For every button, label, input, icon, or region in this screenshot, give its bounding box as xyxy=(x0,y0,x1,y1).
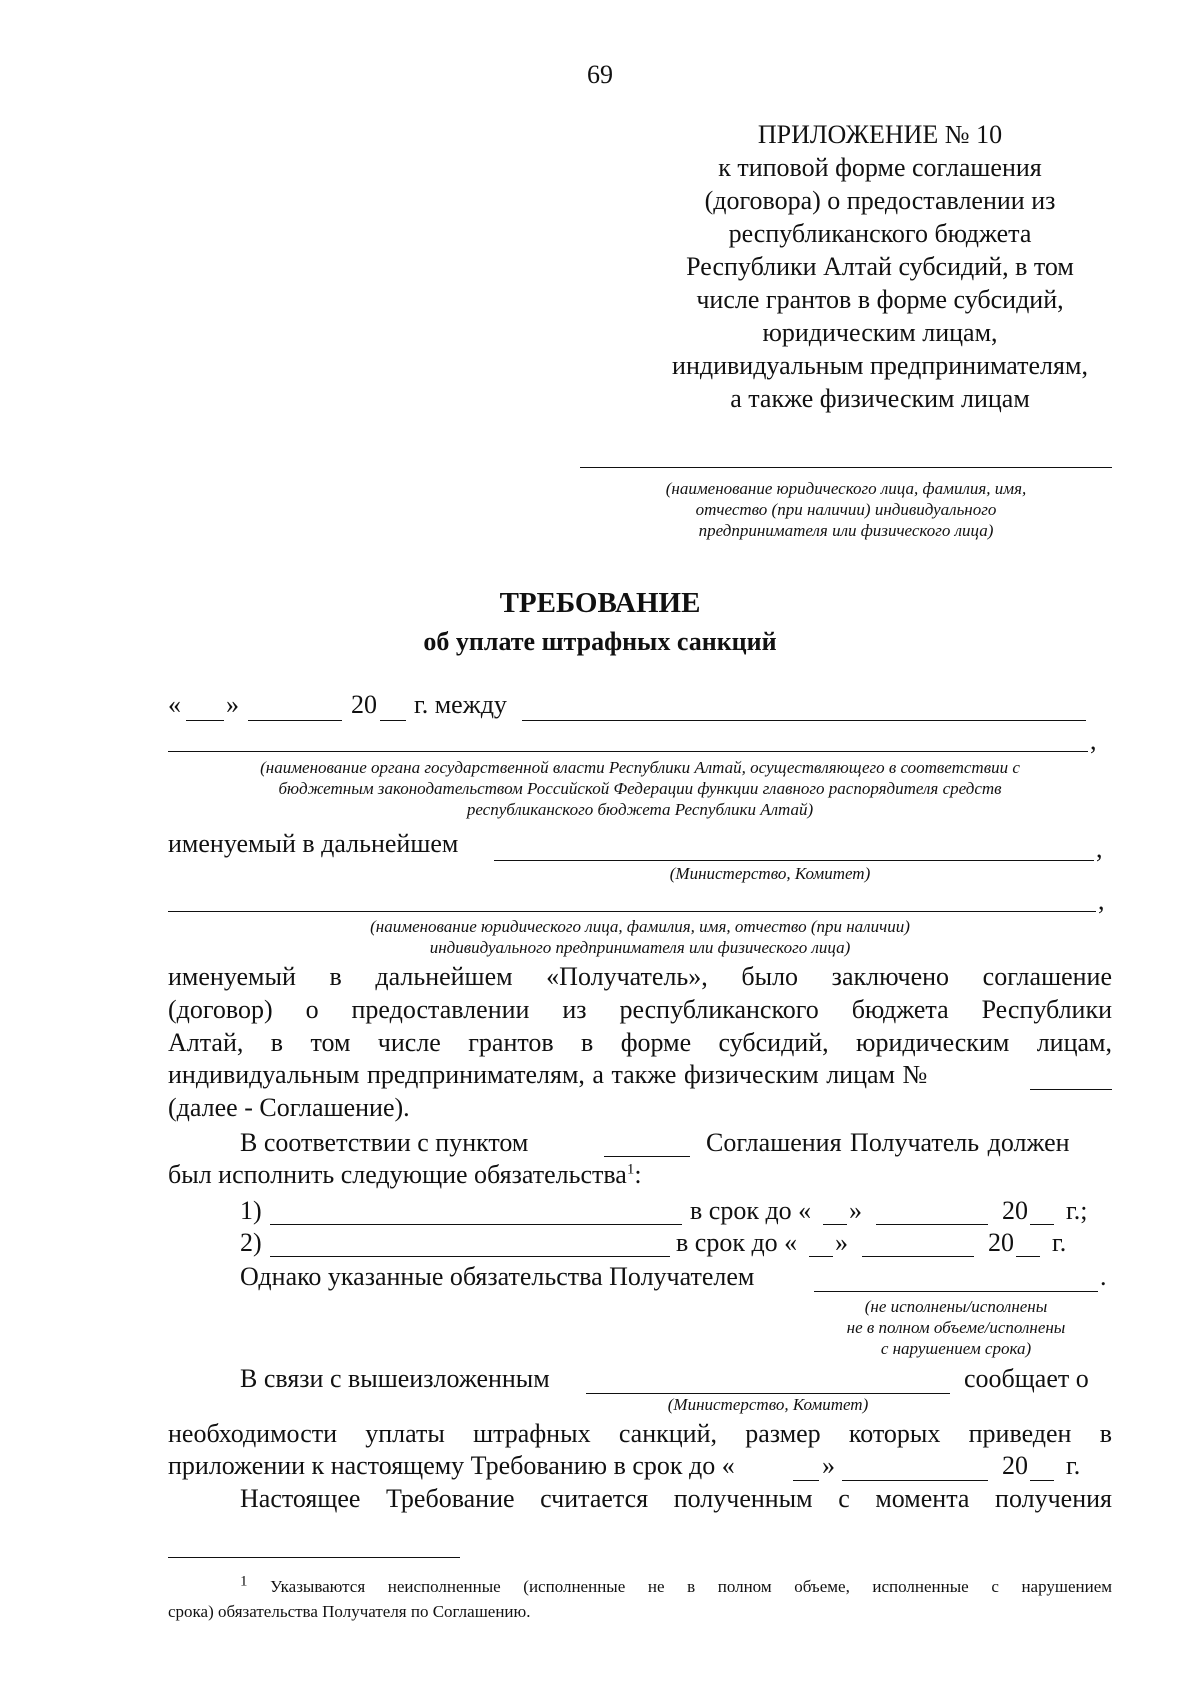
date-close-quote: » xyxy=(226,690,239,719)
ministry-caption: (Министерство, Комитет) xyxy=(669,864,871,883)
recipient-caption xyxy=(580,478,1112,541)
document-title: ТРЕБОВАНИЕ xyxy=(499,587,701,619)
obligation-2-month[interactable] xyxy=(862,1256,974,1257)
caption-line: (наименование органа государственной власти Республики Алтай, осуществляющего в соответствии с xyxy=(260,758,1020,777)
caption-line: (наименование юридического лица, фамилия, имя, xyxy=(665,479,1027,498)
caption-line: индивидуального предпринимателя или физического лица) xyxy=(429,938,851,957)
paragraph-line: (договор) о предоставлении из республиканского бюджета Республики xyxy=(168,995,1112,1024)
month-field[interactable] xyxy=(248,720,342,721)
organ-field-a[interactable] xyxy=(522,720,1086,721)
comma: , xyxy=(1098,886,1105,915)
recipient-name-field[interactable] xyxy=(168,911,1096,912)
caption-line: (наименование юридического лица, фамилия, имя, отчество (при наличии) xyxy=(370,917,910,936)
obligation-number: 1) xyxy=(240,1196,262,1225)
clause-number-field[interactable] xyxy=(604,1156,690,1157)
payment-year-field[interactable] xyxy=(1030,1480,1054,1481)
obligation-1-field[interactable] xyxy=(270,1224,682,1225)
appendix-line: Республики Алтай субсидий, в том xyxy=(686,252,1074,281)
ministry-field[interactable] xyxy=(494,860,1094,861)
caption-line: предпринимателя или физического лица) xyxy=(698,521,994,540)
caption-line: отчество (при наличии) индивидуального xyxy=(695,500,997,519)
obligation-1-year[interactable] xyxy=(1030,1224,1054,1225)
obligations-intro xyxy=(168,1160,642,1190)
status-field[interactable] xyxy=(814,1291,1098,1292)
obligation-1-month[interactable] xyxy=(876,1224,988,1225)
appendix-line: индивидуальным предпринимателям, xyxy=(672,351,1088,380)
appendix-line: (договора) о предоставлении из xyxy=(704,186,1056,215)
footnote-mark: 1 xyxy=(626,1161,635,1178)
quote: » xyxy=(835,1228,848,1257)
agreement-number-field[interactable] xyxy=(1030,1089,1112,1090)
caption-line: республиканского бюджета Республики Алтай) xyxy=(466,800,814,819)
year-prefix: 20 xyxy=(1002,1451,1028,1480)
year-suffix: г. xyxy=(1052,1228,1067,1257)
obligation-1-day[interactable] xyxy=(823,1224,847,1225)
obligation-deadline: в срок до « xyxy=(690,1196,812,1225)
appendix-line: к типовой форме соглашения xyxy=(718,153,1042,182)
comma: , xyxy=(1090,726,1097,755)
payment-day-field[interactable] xyxy=(793,1480,819,1481)
therefore-text-end: сообщает о xyxy=(964,1364,1089,1393)
comma: , xyxy=(1096,834,1103,863)
payment-month-field[interactable] xyxy=(842,1480,988,1481)
footnote-mark: 1 xyxy=(240,1573,248,1590)
appendix-title: ПРИЛОЖЕНИЕ № 10 xyxy=(757,120,1003,149)
appendix-line: республиканского бюджета xyxy=(728,219,1032,248)
clause-label: В соответствии с пунктом xyxy=(240,1128,529,1157)
caption-line: не в полном объеме/исполнены xyxy=(846,1318,1066,1337)
paragraph-line: необходимости уплаты штрафных санкций, размер которых приведен в xyxy=(168,1419,1112,1448)
paragraph-line: индивидуальным предпринимателям, а также физическим лицам № xyxy=(168,1060,928,1089)
footnote-line: срока) обязательства Получателя по Соглашению. xyxy=(168,1602,531,1621)
organ-field-b[interactable] xyxy=(168,751,1088,752)
page-number: 69 xyxy=(587,60,613,89)
obligations-intro-text: был исполнить следующие обязательства xyxy=(168,1160,627,1189)
obligation-2-year[interactable] xyxy=(1016,1256,1040,1257)
date-open-quote: « xyxy=(168,690,181,719)
footnote-separator xyxy=(168,1557,460,1558)
colon: : xyxy=(634,1160,642,1189)
obligation-number: 2) xyxy=(240,1228,262,1257)
year-field[interactable] xyxy=(380,720,406,721)
appendix-line: а также физическим лицам xyxy=(730,384,1030,413)
paragraph-line: Алтай, в том числе грантов в форме субсидий, юридическим лицам, xyxy=(168,1028,1112,1057)
organ-caption xyxy=(168,757,1112,820)
year-prefix: 20 xyxy=(988,1228,1014,1257)
quote: » xyxy=(822,1451,835,1480)
year-prefix: 20 xyxy=(1002,1196,1028,1225)
year-suffix: г.; xyxy=(1066,1196,1088,1225)
recipient-field[interactable] xyxy=(580,467,1112,468)
caption-line: (не исполнены/исполнены xyxy=(864,1297,1048,1316)
appendix-header xyxy=(640,118,1120,415)
document-subtitle: об уплате штрафных санкций xyxy=(423,627,777,656)
paragraph-line: приложении к настоящему Требованию в срок до « xyxy=(168,1451,735,1480)
therefore-text: В связи с вышеизложенным xyxy=(240,1364,550,1393)
recipient-caption-2 xyxy=(168,916,1112,958)
caption-line: с нарушением срока) xyxy=(880,1339,1032,1358)
however-text: Однако указанные обязательства Получателем xyxy=(240,1262,755,1291)
obligation-2-field[interactable] xyxy=(270,1256,670,1257)
between-label: г. между xyxy=(414,690,507,719)
obligation-2-day[interactable] xyxy=(809,1256,833,1257)
footnote-line xyxy=(168,1574,1112,1599)
footnote xyxy=(168,1574,1112,1624)
status-caption xyxy=(814,1296,1098,1359)
year-suffix: г. xyxy=(1066,1451,1081,1480)
clause-text: Соглашения Получатель должен xyxy=(706,1128,1070,1157)
paragraph-line: Настоящее Требование считается полученным с момента получения xyxy=(240,1484,1112,1513)
appendix-line: числе грантов в форме субсидий, xyxy=(696,285,1064,314)
day-field[interactable] xyxy=(186,720,224,721)
paragraph-line: именуемый в дальнейшем «Получатель», было заключено соглашение xyxy=(168,962,1112,991)
year-prefix: 20 xyxy=(351,690,377,719)
therefore-caption: (Министерство, Комитет) xyxy=(667,1395,869,1414)
obligation-deadline: в срок до « xyxy=(676,1228,798,1257)
caption-line: бюджетным законодательством Российской Федерации функции главного распорядителя средств xyxy=(278,779,1002,798)
quote: » xyxy=(849,1196,862,1225)
paragraph-line: (далее - Соглашение). xyxy=(168,1093,410,1122)
period: . xyxy=(1100,1262,1107,1291)
footnote-text: Указываются неисполненные (исполненные не в полном объеме, исполненные с нарушением xyxy=(270,1577,1113,1596)
named-label: именуемый в дальнейшем xyxy=(168,829,459,858)
appendix-line: юридическим лицам, xyxy=(762,318,998,347)
